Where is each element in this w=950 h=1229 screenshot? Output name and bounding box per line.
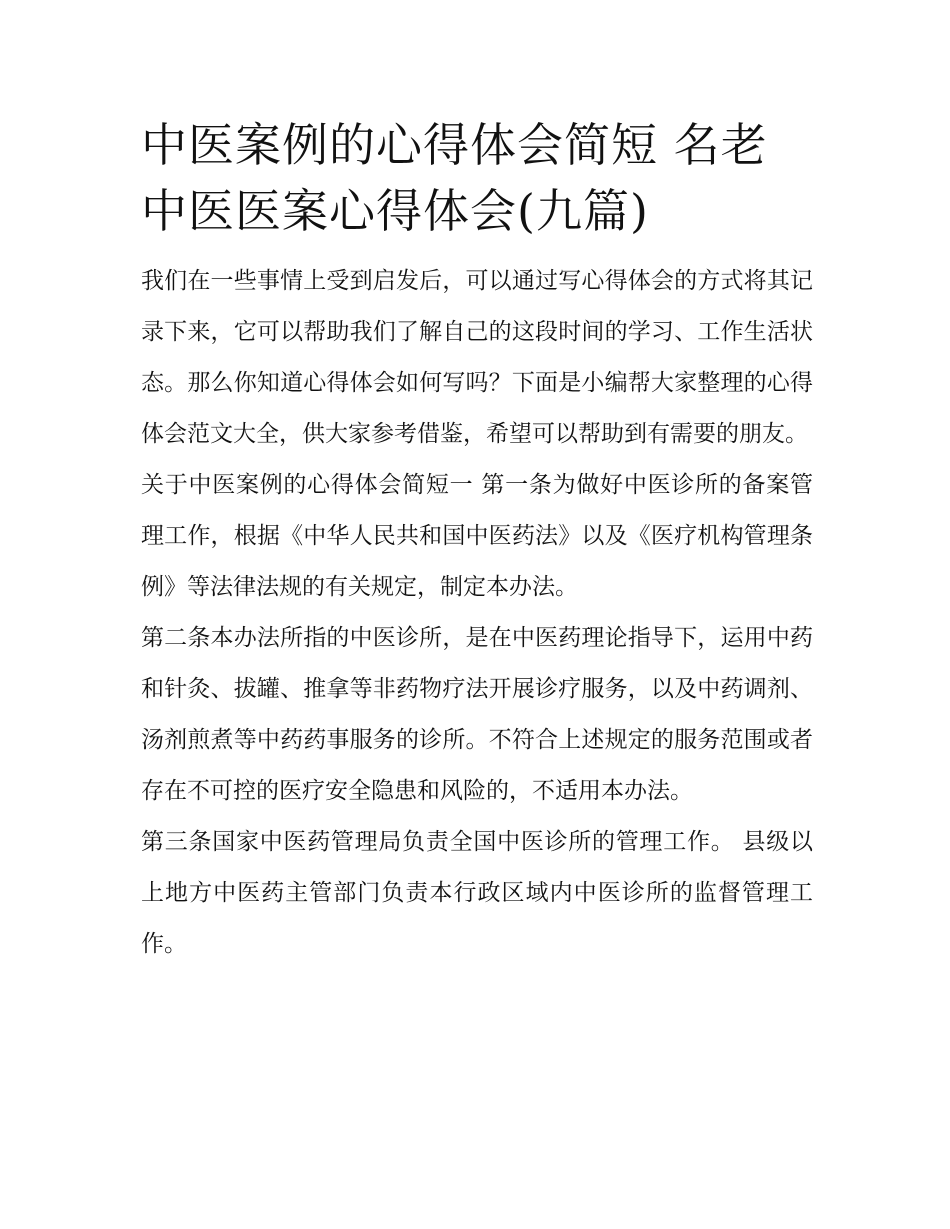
paragraph-intro: 我们在一些事情上受到启发后，可以通过写心得体会的方式将其记录下来，它可以帮助我们了解自己的这段时间的学习、工作生活状态。那么你知道心得体会如何写吗？下面是小编帮大家整理的心得体会范文大全，供大家参考借鉴，希望可以帮助到有需要的朋友。 xyxy=(141,268,813,447)
document-body xyxy=(141,112,813,970)
document-title: 中医案例的心得体会简短 名老中医医案心得体会(九篇) xyxy=(141,118,768,238)
paragraph-article-2: 第二条本办法所指的中医诊所，是在中医药理论指导下，运用中药和针灸、拔罐、推拿等非药物疗法开展诊疗服务，以及中药调剂、汤剂煎煮等中药药事服务的诊所。不符合上述规定的服务范围或者存在不可控的医疗安全隐患和风险的，不适用本办法。 xyxy=(141,625,813,804)
paragraph-article-1: 关于中医案例的心得体会简短一 第一条为做好中医诊所的备案管理工作，根据《中华人民共和国中医药法》以及《医疗机构管理条例》等法律法规的有关规定，制定本办法。 xyxy=(141,472,813,600)
paragraph-article-3: 第三条国家中医药管理局负责全国中医诊所的管理工作。 县级以上地方中医药主管部门负责本行政区域内中医诊所的监督管理工作。 xyxy=(141,829,813,957)
